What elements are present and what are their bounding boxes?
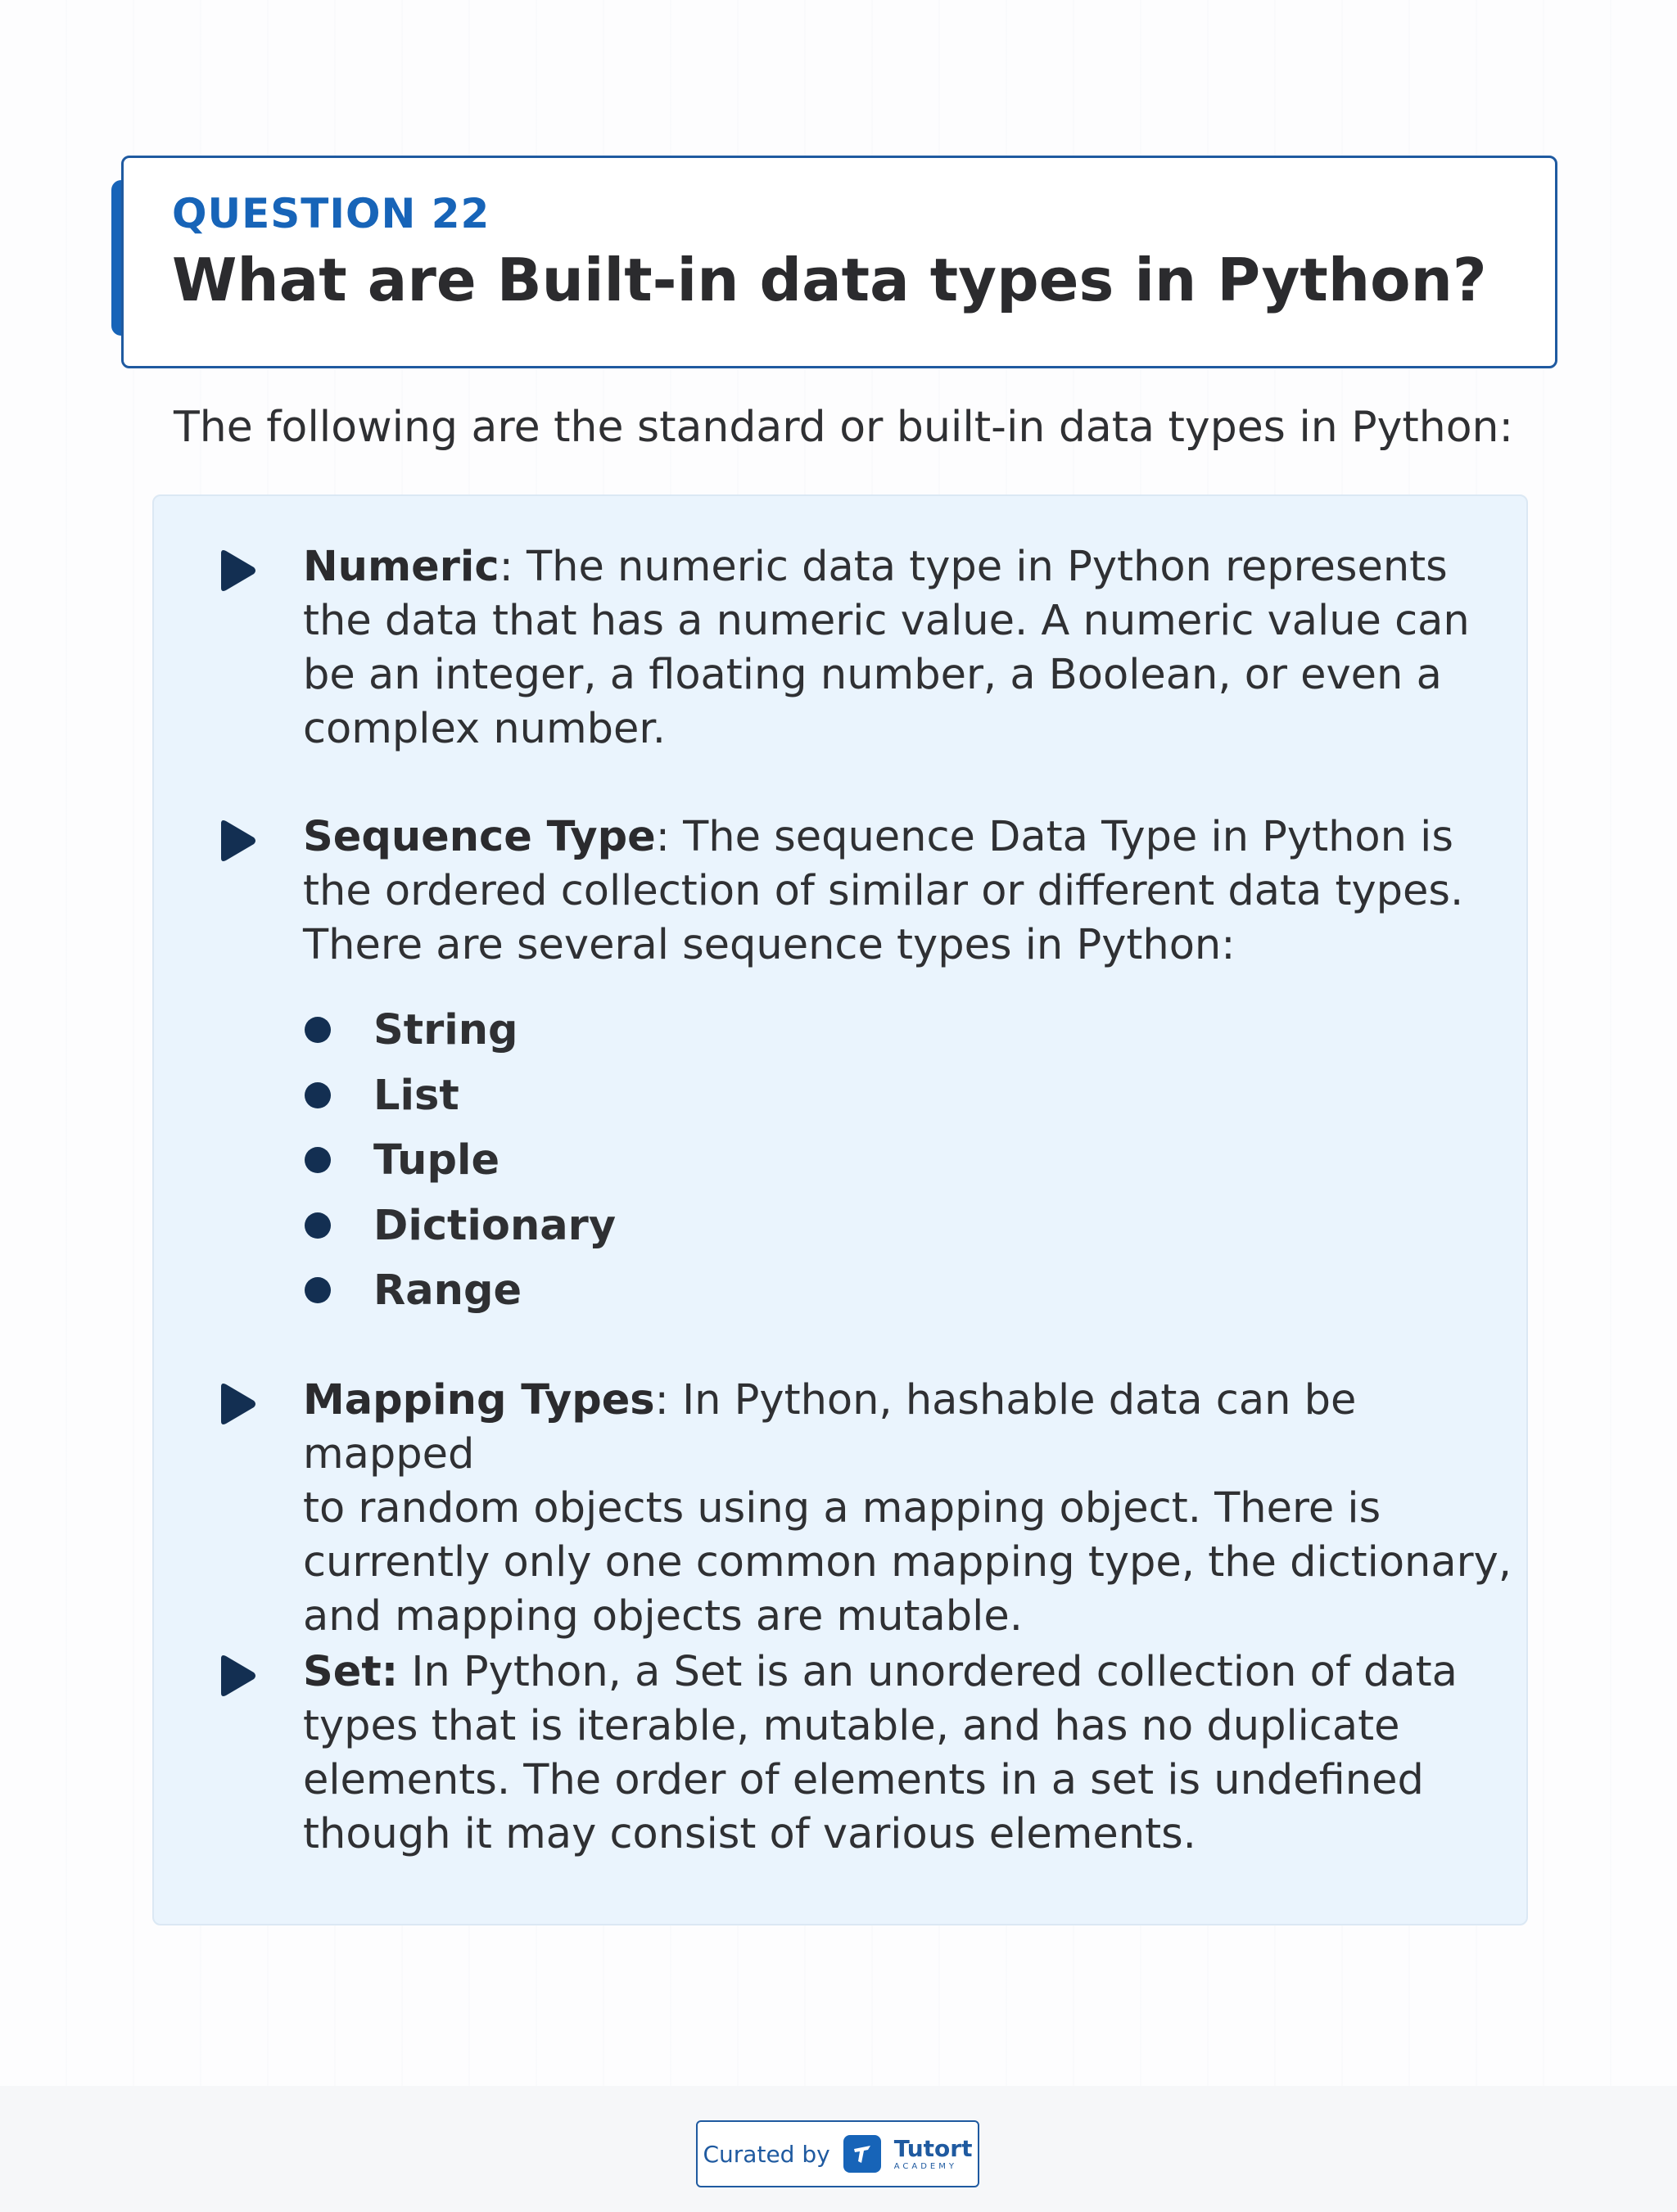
sub-item-tuple: Tuple bbox=[373, 1136, 500, 1185]
item-line: There are several sequence types in Python: bbox=[303, 921, 1236, 969]
play-arrow-icon bbox=[216, 1654, 257, 1698]
item-line bbox=[303, 810, 1515, 864]
sub-item-list: List bbox=[373, 1072, 459, 1120]
question-number: QUESTION 22 bbox=[172, 190, 490, 237]
question-title: What are Built-in data types in Python? bbox=[172, 246, 1487, 314]
dot-icon bbox=[305, 1017, 331, 1043]
list-item-numeric bbox=[303, 540, 1515, 756]
item-text: In Python, hashable data can be mapped bbox=[303, 1376, 1357, 1478]
play-arrow-icon bbox=[216, 1382, 257, 1426]
logo-subtitle: ACADEMY bbox=[893, 2161, 957, 2171]
item-term: Set: bbox=[303, 1648, 399, 1696]
item-line: currently only one common mapping type, the dictionary, bbox=[303, 1538, 1512, 1587]
item-line: complex number. bbox=[303, 705, 666, 753]
play-arrow-icon bbox=[216, 548, 257, 593]
item-text: The numeric data type in Python represents bbox=[513, 543, 1448, 591]
item-term: Numeric bbox=[303, 543, 499, 591]
sub-item-string: String bbox=[373, 1006, 518, 1054]
item-line bbox=[303, 1645, 1515, 1700]
tutort-logo-icon bbox=[843, 2135, 881, 2173]
list-item-sequence-type bbox=[303, 810, 1515, 973]
item-term: Mapping Types bbox=[303, 1376, 655, 1424]
item-line: types that is iterable, mutable, and has no duplicate bbox=[303, 1702, 1400, 1750]
term-separator: : bbox=[499, 543, 513, 591]
item-line: though it may consist of various elements. bbox=[303, 1810, 1196, 1858]
item-line: the data that has a numeric value. A numeric value can bbox=[303, 597, 1470, 645]
item-text: In Python, a Set is an unordered collection of data bbox=[398, 1648, 1458, 1696]
item-line: to random objects using a mapping object. There is bbox=[303, 1484, 1381, 1533]
curated-by-badge bbox=[696, 2120, 979, 2187]
curated-by-label: Curated by bbox=[703, 2140, 830, 2168]
item-line: and mapping objects are mutable. bbox=[303, 1592, 1023, 1641]
dot-icon bbox=[305, 1212, 331, 1239]
dot-icon bbox=[305, 1147, 331, 1173]
play-arrow-icon bbox=[216, 819, 257, 863]
item-text: The sequence Data Type in Python is bbox=[669, 813, 1453, 861]
item-term: Sequence Type bbox=[303, 813, 656, 861]
logo-name: Tutort bbox=[893, 2134, 973, 2162]
item-line: the ordered collection of similar or different data types. bbox=[303, 867, 1464, 915]
item-line bbox=[303, 540, 1515, 594]
sub-item-range: Range bbox=[373, 1266, 522, 1315]
item-line bbox=[303, 1374, 1515, 1482]
sub-item-dictionary: Dictionary bbox=[373, 1202, 617, 1250]
term-separator: : bbox=[654, 1376, 669, 1424]
list-item-set bbox=[303, 1645, 1515, 1862]
intro-text: The following are the standard or built-in data types in Python: bbox=[174, 403, 1514, 452]
logo-glyph-icon bbox=[850, 2142, 875, 2166]
dot-icon bbox=[305, 1082, 331, 1108]
logo-text bbox=[893, 2134, 973, 2171]
list-item-mapping-types bbox=[303, 1374, 1515, 1644]
dot-icon bbox=[305, 1277, 331, 1303]
item-line: elements. The order of elements in a set is undefined bbox=[303, 1756, 1424, 1804]
item-line: be an integer, a floating number, a Boolean, or even a bbox=[303, 651, 1442, 699]
term-separator: : bbox=[655, 813, 670, 861]
